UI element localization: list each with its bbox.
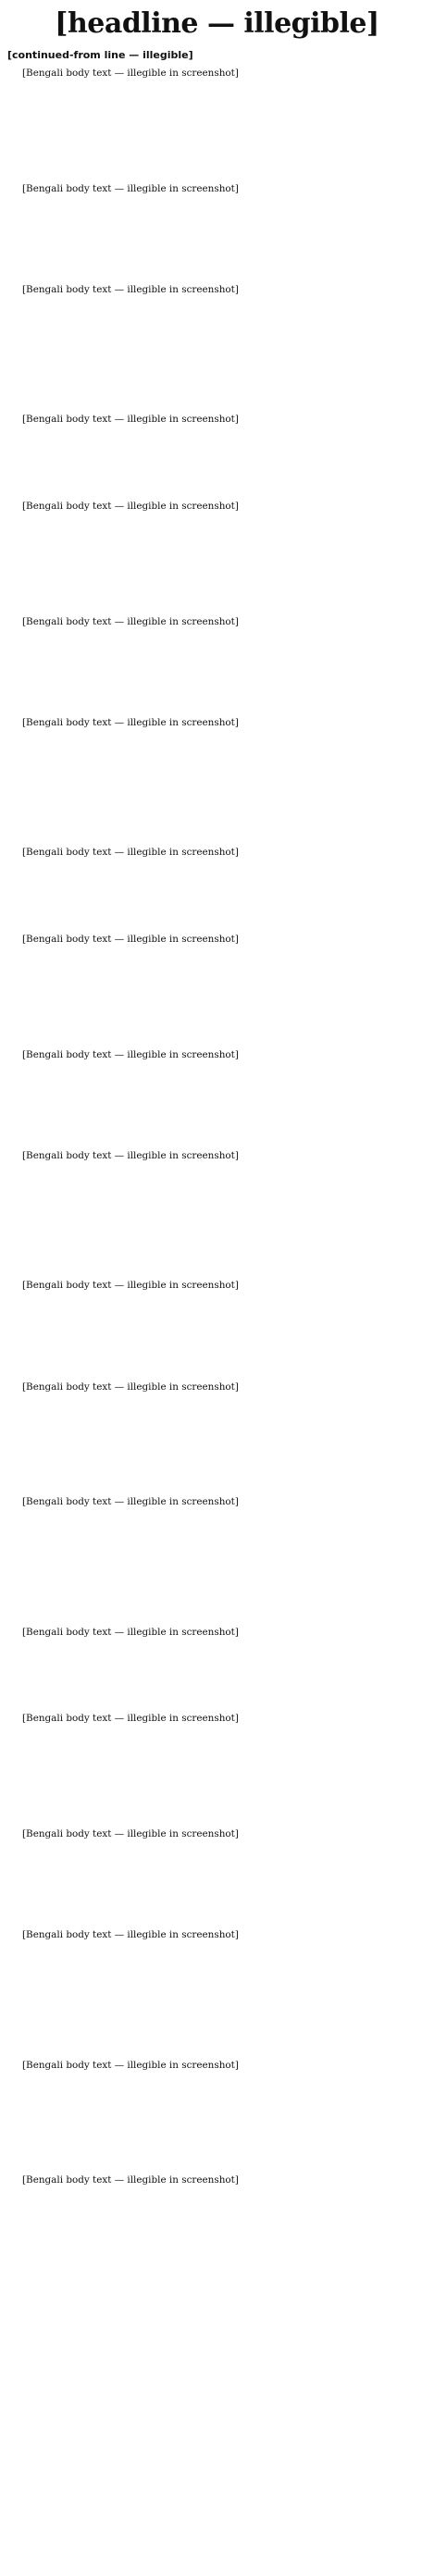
body-paragraph: [Bengali body text — illegible in screenshot] [22, 1626, 239, 1638]
body-paragraph: [Bengali body text — illegible in screenshot] [22, 2059, 239, 2071]
body-paragraph: [Bengali body text — illegible in screenshot] [22, 847, 239, 859]
article-body [7, 67, 427, 2275]
body-paragraph: [Bengali body text — illegible in screenshot] [22, 414, 239, 426]
body-paragraph: [Bengali body text — illegible in screenshot] [22, 500, 239, 512]
body-paragraph: [Bengali body text — illegible in screenshot] [22, 2174, 239, 2186]
body-paragraph: [Bengali body text — illegible in screenshot] [22, 615, 239, 627]
body-paragraph: [Bengali body text — illegible in screenshot] [22, 1929, 239, 1941]
body-paragraph: [Bengali body text — illegible in screenshot] [22, 1280, 239, 1292]
body-paragraph: [Bengali body text — illegible in screenshot] [22, 1713, 239, 1725]
body-paragraph: [Bengali body text — illegible in screenshot] [22, 1828, 239, 1840]
body-paragraph: [Bengali body text — illegible in screenshot] [22, 1496, 239, 1508]
body-paragraph: [Bengali body text — illegible in screenshot] [22, 283, 239, 295]
body-paragraph: [Bengali body text — illegible in screenshot] [22, 1048, 239, 1060]
body-paragraph: [Bengali body text — illegible in screenshot] [22, 1149, 239, 1161]
body-paragraph: [Bengali body text — illegible in screenshot] [22, 68, 239, 79]
body-paragraph: [Bengali body text — illegible in screenshot] [22, 182, 239, 194]
body-paragraph: [Bengali body text — illegible in screenshot] [22, 1381, 239, 1393]
continued-label: [continued-from line — illegible] [7, 49, 193, 61]
headline: [headline — illegible] [55, 7, 379, 40]
body-paragraph: [Bengali body text — illegible in screenshot] [22, 716, 239, 728]
body-paragraph: [Bengali body text — illegible in screenshot] [22, 933, 239, 945]
